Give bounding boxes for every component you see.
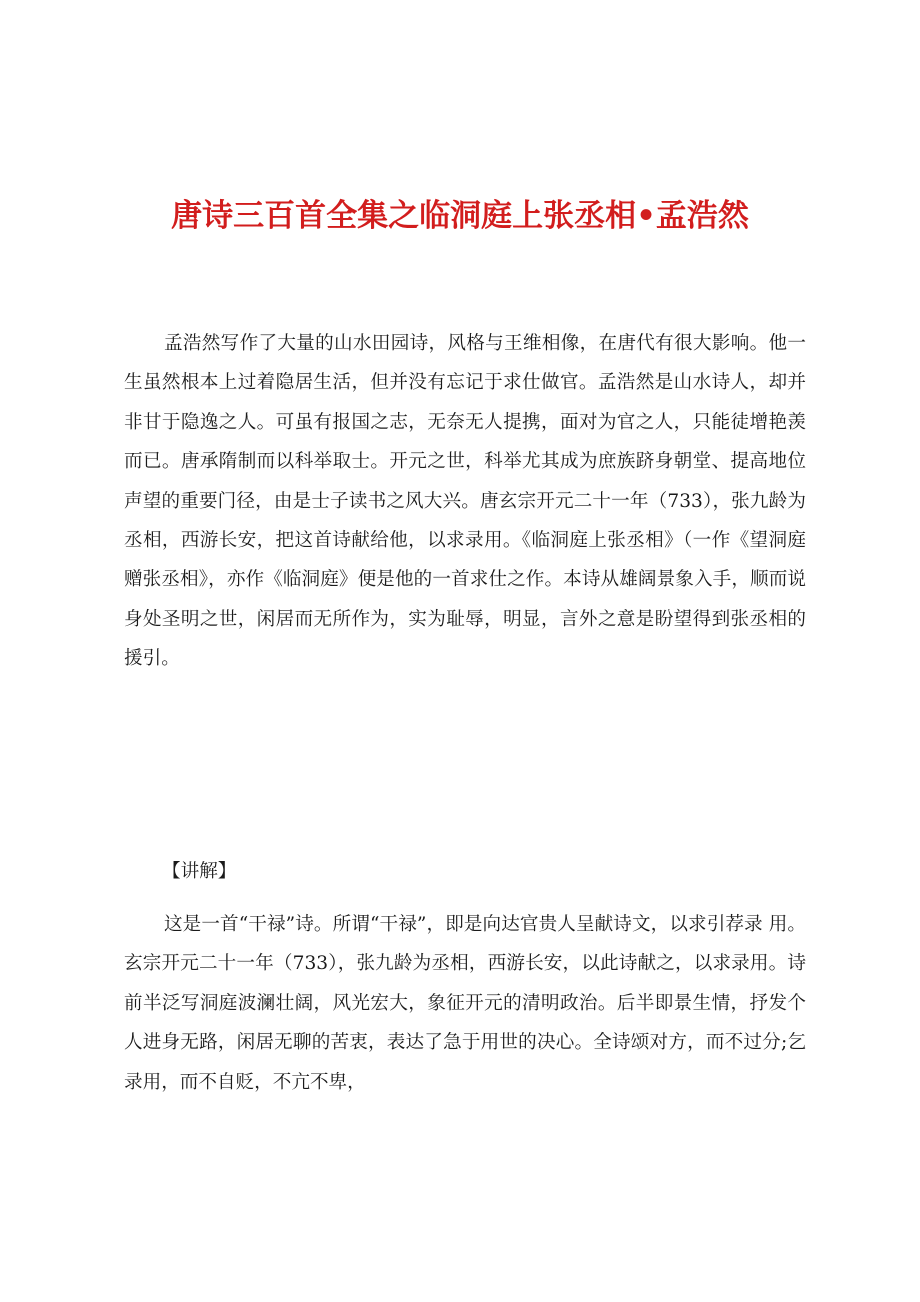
explanation-paragraph: 这是一首“干禄”诗。所谓“干禄”，即是向达官贵人呈献诗文，以求引荐录 用。玄宗开元二十一年（733），张九龄为丞相，西游长安，以此诗献之，以求录用。诗前半泛写洞庭波澜壮阔，风光宏大，象征开元的清明政治。后半即景生情，抒发个人进身无路，闲居无聊的苦衷，表达了急于用世的决心。全诗颂对方，而不过分;乞录用，而不自贬，不亢不卑， (124, 914, 806, 1093)
document-title: 唐诗三百首全集之临洞庭上张丞相•孟浩然 (171, 198, 749, 234)
section-heading-explanation: 【讲解】 (162, 861, 237, 882)
intro-paragraph: 孟浩然写作了大量的山水田园诗，风格与王维相像，在唐代有很大影响。他一生虽然根本上过着隐居生活，但并没有忘记于求仕做官。孟浩然是山水诗人，却并非甘于隐逸之人。可虽有报国之志，无奈无人提携，面对为官之人，只能徒增艳羡而已。唐承隋制而以科举取士。开元之世，科举尤其成为庶族跻身朝堂、提高地位声望的重要门径，由是士子读书之风大兴。唐玄宗开元二十一年（733），张九龄为丞相，西游长安，把这首诗献给他，以求录用。《临洞庭上张丞相》（一作《望洞庭赠张丞相》，亦作《临洞庭》便是他的一首求仕之作。本诗从雄阔景象入手，顺而说身处圣明之世，闲居而无所作为，实为耻辱，明显，言外之意是盼望得到张丞相的援引。 (124, 333, 806, 670)
